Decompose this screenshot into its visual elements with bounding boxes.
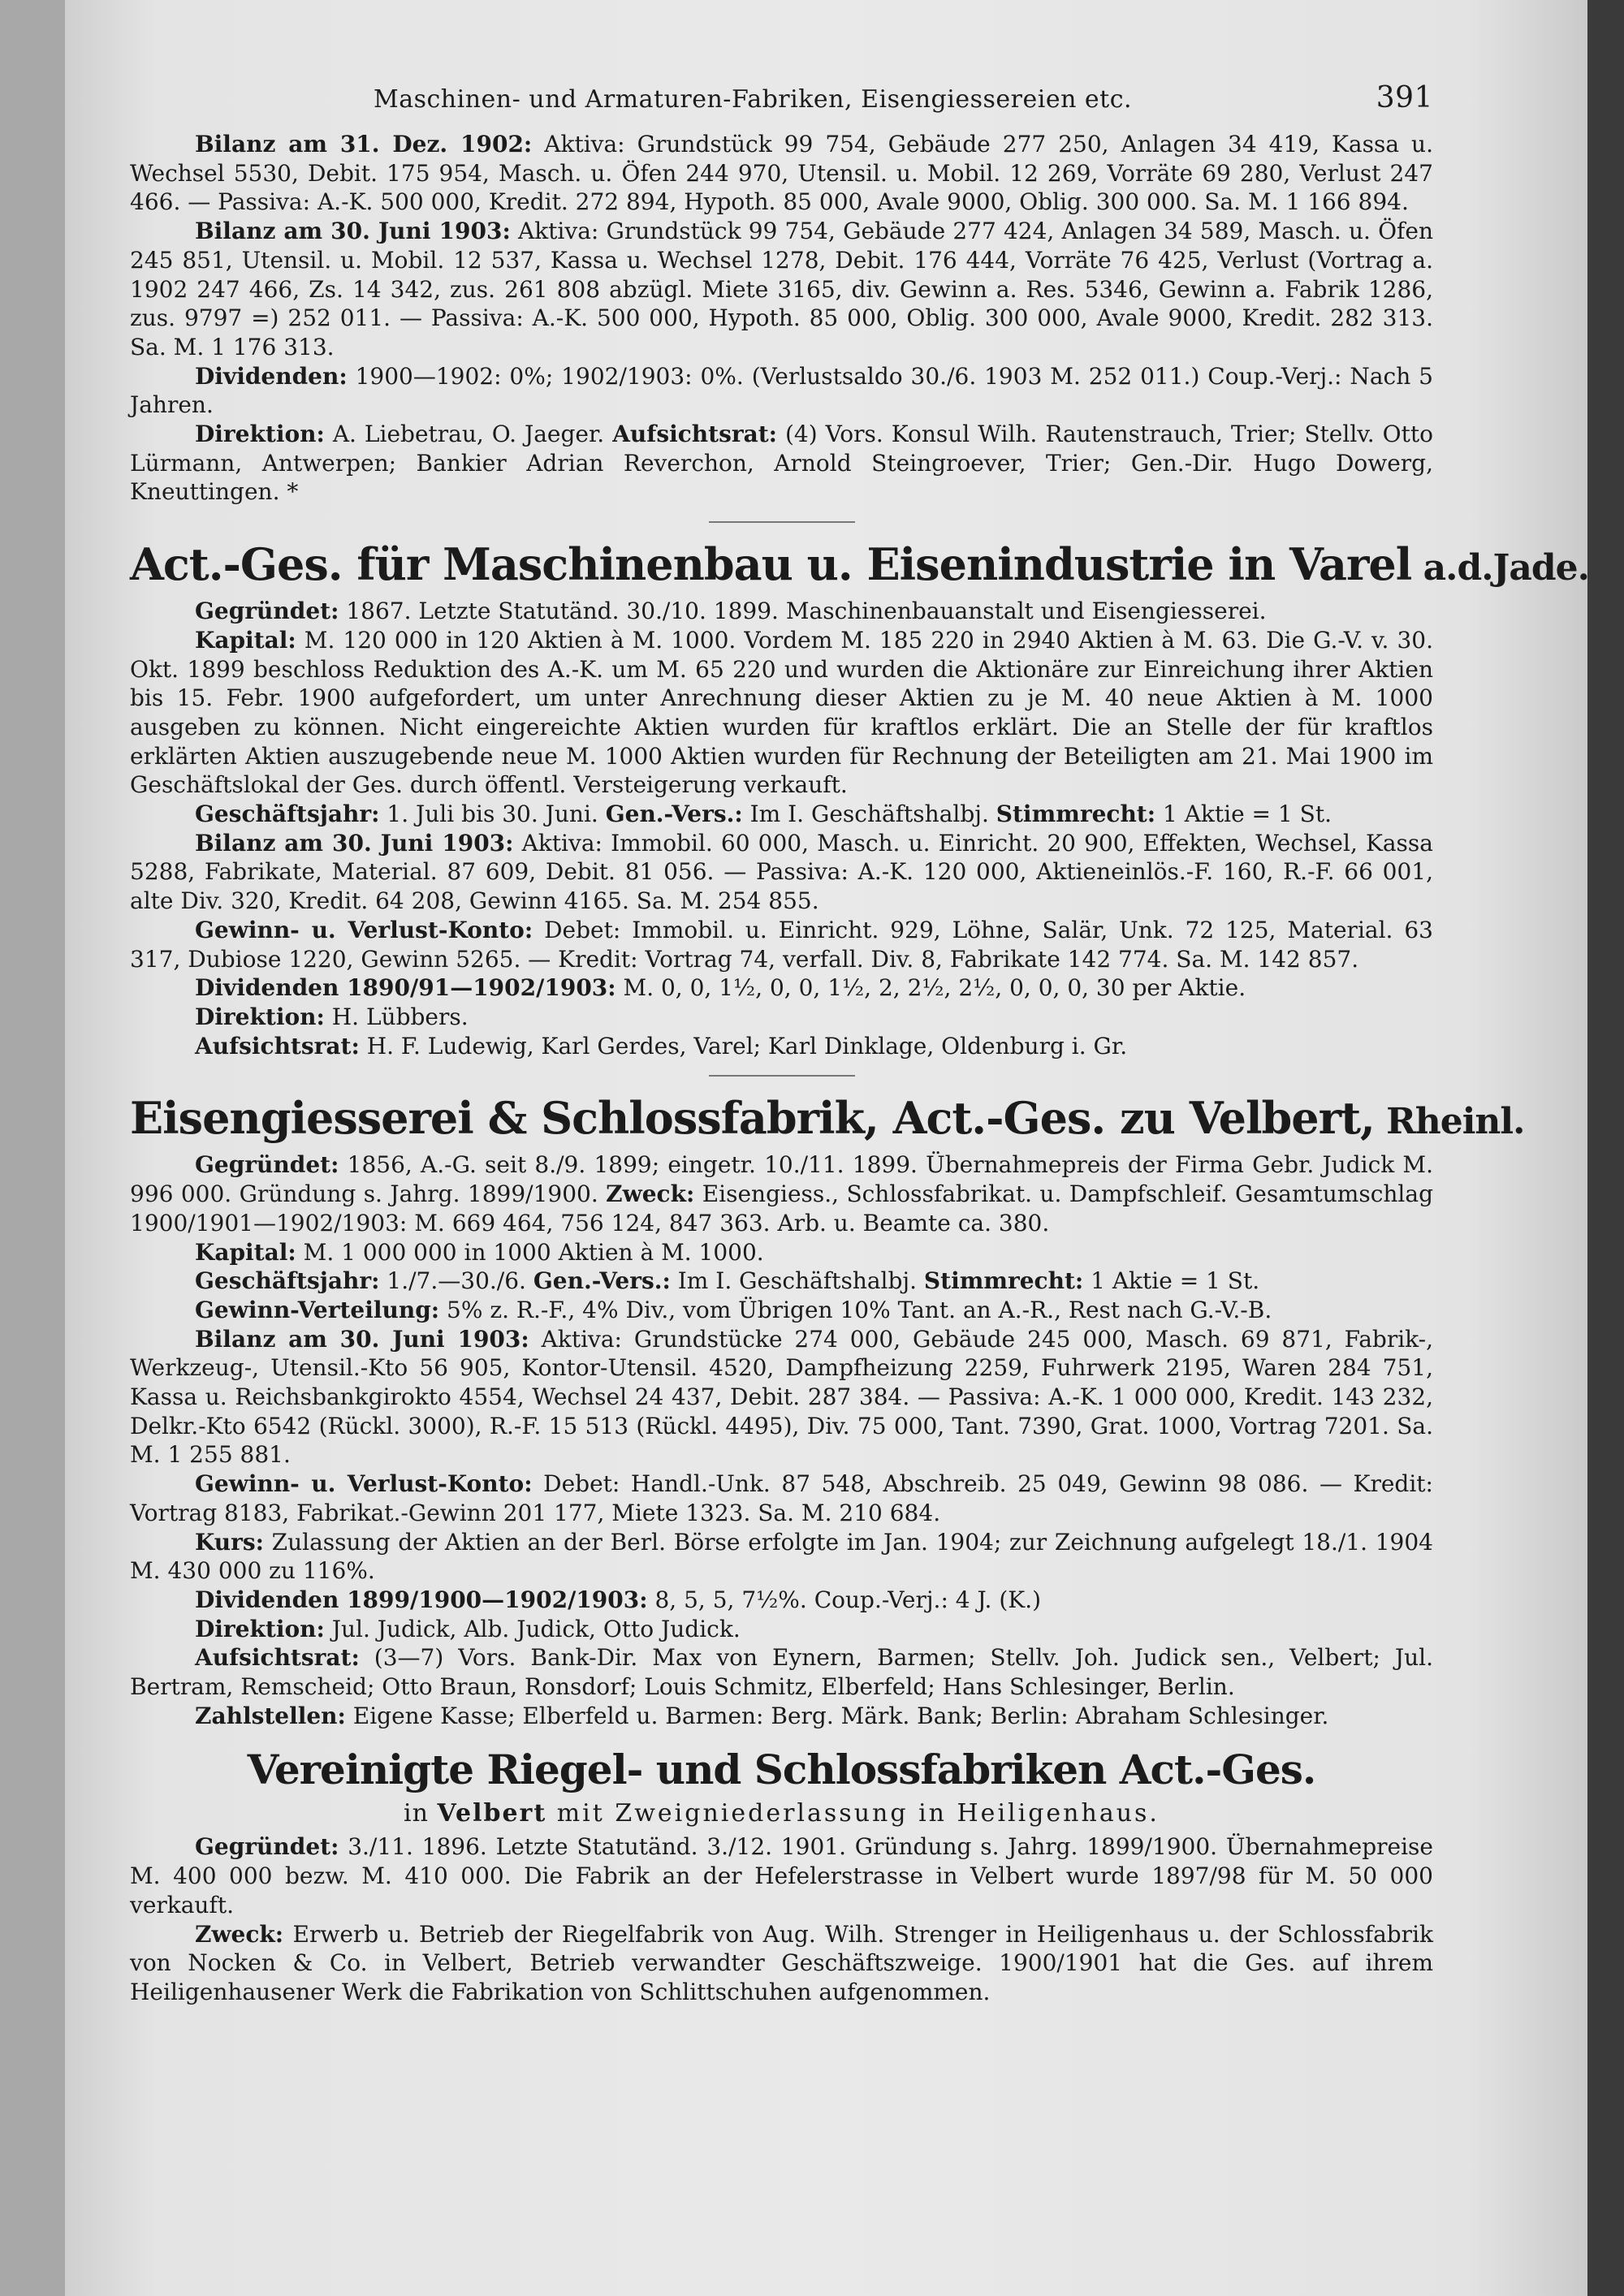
scan-right-edge (1587, 0, 1624, 2296)
label: Geschäftsjahr: (195, 1267, 380, 1295)
text: Im I. Geschäftshalbj. (670, 1267, 918, 1295)
management (130, 1003, 1433, 1032)
header-title: Maschinen- und Armaturen-Fabriken, Eisengiessereien etc. (374, 85, 1133, 114)
label: Direktion: (195, 1003, 325, 1030)
label: Gewinn- u. Verlust-Konto: (195, 1470, 533, 1498)
label: Dividenden 1899/1900—1902/1903: (195, 1586, 648, 1613)
management (130, 1615, 1433, 1644)
text: 8, 5, 5, 7½%. Coup.-Verj.: 4 J. (K.) (647, 1586, 1042, 1613)
separator-rule (709, 1075, 855, 1077)
label: Dividenden: (195, 362, 348, 390)
text: 3./11. 1896. Letzte Statutänd. 3./12. 1901. Gründung s. Jahrg. 1899/1900. Übernahmepreise M. 400 000 bezw. M. 410 000. Die Fabrik an der Hefelerstrasse in Velbert wurde 1897/98 für M. 50 000 verkauft. (130, 1833, 1433, 1918)
text: 1900—1902: 0%; 1902/1903: 0%. (Verlustsaldo 30./6. 1903 M. 252 011.) Coup.-Verj.: Nach 5 Jahren. (130, 362, 1433, 419)
label: Gewinn- u. Verlust-Konto: (195, 916, 533, 943)
entry-varel (130, 597, 1433, 1060)
label: Gen.-Vers.: (605, 801, 743, 828)
text: Aktiva: Grundstück 99 754, Gebäude 277 250, Anlagen 34 419, Kassa u. Wechsel 5530, Debit. 175 954, Masch. u. Öfen 244 970, Utensil. u. Mobil. 12 269, Vorräte 69 280, Verlust 247 466. — Passiva: A.-K. 500 000, Kredit. 272 894, Hypoth. 85 000, Avale 9000, Oblig. 300 000. Sa. M. 1 166 894. (130, 131, 1433, 216)
company-subtitle (130, 1798, 1433, 1829)
text: H. F. Ludewig, Karl Gerdes, Varel; Karl Dinklage, Oldenburg i. Gr. (359, 1032, 1128, 1060)
text: Aktiva: Immobil. 60 000, Masch. u. Einricht. 20 900, Effekten, Wechsel, Kassa 5288, Fabrikate, Material. 87 609, Debit. 81 056. — Passiva: A.-K. 120 000, Aktieneinlös.-F. 160, R.-F. 66 001, alte Div. 320, Kredit. 64 208, Gewinn 4165. Sa. M. 254 855. (130, 829, 1433, 915)
text: Im I. Geschäftshalbj. (742, 801, 989, 828)
text: (3—7) Vors. Bank-Dir. Max von Eynern, Barmen; Stellv. Joh. Judick sen., Velbert; Jul. Bertram, Remscheid; Otto Braun, Ronsdorf; Louis Schmitz, Elberfeld; Hans Schlesinger, Berlin. (130, 1644, 1433, 1701)
text: Zulassung der Aktien an der Berl. Börse erfolgte im Jan. 1904; zur Zeichnung aufgelegt 18./1. 1904 M. 430 000 zu 116%. (130, 1528, 1433, 1585)
profit-loss (130, 1470, 1433, 1527)
text: 1. Juli bis 30. Juni. (379, 801, 598, 828)
balance-1903 (130, 217, 1433, 362)
capital (130, 1238, 1433, 1267)
location: Velbert (437, 1799, 547, 1828)
business-year (130, 1267, 1433, 1296)
label: Stimmrecht: (923, 1267, 1084, 1295)
text: M. 1 000 000 in 1000 Aktien à M. 1000. (296, 1238, 764, 1266)
document-page (130, 81, 1589, 2007)
separator-rule (709, 521, 855, 523)
label: Gegründet: (195, 1833, 339, 1861)
running-header (130, 81, 1433, 130)
text: 1856, A.-G. seit 8./9. 1899; eingetr. 10./11. 1899. Übernahmepreis der Firma Gebr. Judick M. 996 000. Gründung s. Jahrg. 1899/1900. (130, 1151, 1433, 1208)
profit-distribution (130, 1296, 1433, 1325)
title-suffix: a.d.Jade. (1411, 547, 1589, 589)
label: Bilanz am 31. Dez. 1902: (195, 131, 533, 158)
label: Bilanz am 30. Juni 1903: (195, 829, 514, 857)
balance (130, 829, 1433, 916)
text: 1 Aktie = 1 St. (1155, 801, 1332, 828)
label: Kapital: (195, 1238, 296, 1266)
text: 1867. Letzte Statutänd. 30./10. 1899. Maschinenbauanstalt und Eisengiesserei. (339, 598, 1267, 625)
label: Kurs: (195, 1528, 264, 1556)
founded (130, 1150, 1433, 1237)
text: Aktiva: Grundstück 99 754, Gebäude 277 424, Anlagen 34 589, Masch. u. Öfen 245 851, Utensil. u. Mobil. 12 537, Kassa u. Wechsel 1278, Debit. 176 444, Vorräte 76 425, Verlust (Vortrag a. 1902 247 466, Zs. 14 342, zus. 261 808 abzügl. Miete 3165, div. Gewinn a. Res. 5346, Gewinn a. Fabrik 1286, zus. 9797 =) 252 011. — Passiva: A.-K. 500 000, Hypoth. 85 000, Oblig. 300 000, Avale 9000, Kredit. 282 313. Sa. M. 1 176 313. (130, 218, 1433, 360)
text: Eisengiess., Schlossfabrikat. u. Dampfschleif. Gesamtumschlag 1900/1901—1902/1903: M. 669 464, 756 124, 847 363. Arb. u. Beamte ca. 380. (130, 1180, 1433, 1236)
company-title-velbert (130, 1090, 1525, 1150)
balance-1902 (130, 130, 1433, 217)
text: Jul. Judick, Alb. Judick, Otto Judick. (324, 1615, 741, 1642)
supervisory-board (130, 1643, 1433, 1701)
dividends (130, 973, 1433, 1003)
text: Debet: Immobil. u. Einricht. 929, Löhne, Salär, Unk. 72 125, Material. 63 317, Dubiose 1220, Gewinn 5265. — Kredit: Vortrag 74, verfall. Div. 8, Fabrikate 142 774. Sa. M. 142 857. (130, 916, 1433, 973)
quotation (130, 1528, 1433, 1586)
text: A. Liebetrau, O. Jaeger. (324, 421, 605, 448)
entry-riegel (130, 1832, 1433, 2006)
label: Bilanz am 30. Juni 1903: (195, 1325, 529, 1353)
capital (130, 626, 1433, 800)
label: Zweck: (195, 1920, 284, 1948)
purpose (130, 1920, 1433, 2007)
label: Aufsichtsrat: (195, 1644, 360, 1672)
text: mit Zweigniederlassung in Heiligenhaus. (546, 1799, 1160, 1828)
text: 1./7.—30./6. (379, 1267, 526, 1295)
text: Aktiva: Grundstücke 274 000, Gebäude 245 000, Masch. 69 871, Fabrik-, Werkzeug-, Utensil.-Kto 56 905, Kontor-Utensil. 4520, Dampfheizung 2259, Fuhrwerk 2195, Waren 284 751, Kassa u. Reichsbankgirokto 4554, Wechsel 24 437, Debit. 287 384. — Passiva: A.-K. 1 000 000, Kredit. 143 232, Delkr.-Kto 6542 (Rückl. 3000), R.-F. 15 513 (Rückl. 4495), Div. 75 000, Tant. 7390, Grat. 1000, Vortrag 7201. Sa. M. 1 255 881. (130, 1325, 1434, 1469)
label: Kapital: (195, 626, 296, 654)
label: Gewinn-Verteilung: (195, 1296, 440, 1323)
text: M. 0, 0, 1½, 0, 0, 1½, 2, 2½, 2½, 0, 0, 0, 30 per Aktie. (615, 974, 1246, 1002)
label: Stimmrecht: (996, 801, 1156, 828)
text: Debet: Handl.-Unk. 87 548, Abschreib. 25 049, Gewinn 98 086. — Kredit: Vortrag 8183, Fabrikat.-Gewinn 201 177, Miete 1323. Sa. M. 210 684. (130, 1470, 1433, 1526)
label: Gegründet: (195, 598, 339, 625)
text: M. 120 000 in 120 Aktien à M. 1000. Vordem M. 185 220 in 2940 Aktien à M. 63. Die G.-V. v. 30. Okt. 1899 beschloss Reduktion des A.-K. um M. 65 220 und wurden die Aktionäre zur Einreichung ihrer Aktien bis 15. Febr. 1900 aufgefordert, um unter Anrechnung dieser Aktien zu je M. 40 neue Aktien à M. 1000 ausgeben zu können. Nicht eingereichte Aktien wurden für kraftlos erklärt. Die an Stelle der für kraftlos erklärten Aktien auszugebende neue M. 1000 Aktien wurden für Rechnung der Beteiligten am 21. Mai 1900 im Geschäftslokal der Ges. durch öffentl. Versteigerung verkauft. (130, 626, 1433, 799)
text: in (404, 1799, 438, 1828)
label: Dividenden 1890/91—1902/1903: (195, 974, 616, 1002)
dividends (130, 1586, 1433, 1615)
label: Aufsichtsrat: (612, 421, 777, 448)
company-title-riegel: Vereinigte Riegel- und Schlossfabriken Act.-Ges. (247, 1746, 1316, 1794)
page-number: 391 (1376, 81, 1433, 114)
supervisory-board (130, 1032, 1433, 1061)
profit-loss (130, 916, 1433, 973)
text: H. Lübbers. (324, 1003, 469, 1030)
label: Gen.-Vers.: (533, 1267, 671, 1295)
founded (130, 597, 1433, 626)
title-main: Act.-Ges. für Maschinenbau u. Eisenindustrie in Varel (130, 538, 1412, 591)
entry-continuation (130, 130, 1433, 507)
text: Eigene Kasse; Elberfeld u. Barmen: Berg. Märk. Bank; Berlin: Abraham Schlesinger. (345, 1702, 1329, 1729)
label: Zweck: (606, 1180, 695, 1208)
text: 1 Aktie = 1 St. (1083, 1267, 1260, 1295)
paying-agents (130, 1702, 1433, 1731)
management (130, 420, 1433, 507)
text: (4) Vors. Konsul Wilh. Rautenstrauch, Trier; Stellv. Otto Lürmann, Antwerpen; Bankier Adrian Reverchon, Arnold Steingroever, Trier; Gen.-Dir. Hugo Dowerg, Kneuttingen. * (130, 421, 1433, 506)
founded (130, 1832, 1433, 1919)
text: Erwerb u. Betrieb der Riegelfabrik von Aug. Wilh. Strenger in Heiligenhaus u. der Schlossfabrik von Nocken & Co. in Velbert, Betrieb verwandter Geschäftszweige. 1900/1901 hat die Ges. auf ihrem Heiligenhausener Werk die Fabrikation von Schlittschuhen aufgenommen. (130, 1920, 1433, 2005)
label: Aufsichtsrat: (195, 1032, 360, 1060)
label: Bilanz am 30. Juni 1903: (195, 218, 511, 245)
title-suffix: Rheinl. (1374, 1101, 1525, 1143)
dividends (130, 362, 1433, 420)
balance (130, 1325, 1433, 1470)
label: Zahlstellen: (195, 1702, 346, 1729)
label: Geschäftsjahr: (195, 801, 380, 828)
scan-left-margin (0, 0, 65, 2296)
title-main: Eisengiesserei & Schlossfabrik, Act.-Ges. zu Velbert, (130, 1092, 1375, 1145)
label: Gegründet: (195, 1151, 339, 1179)
label: Direktion: (195, 1615, 325, 1642)
text: 5% z. R.-F., 4% Div., vom Übrigen 10% Tant. an A.-R., Rest nach G.-V.-B. (439, 1296, 1272, 1323)
label: Direktion: (195, 421, 325, 448)
entry-velbert (130, 1150, 1433, 1730)
company-title-varel (130, 536, 1589, 597)
business-year (130, 800, 1433, 829)
